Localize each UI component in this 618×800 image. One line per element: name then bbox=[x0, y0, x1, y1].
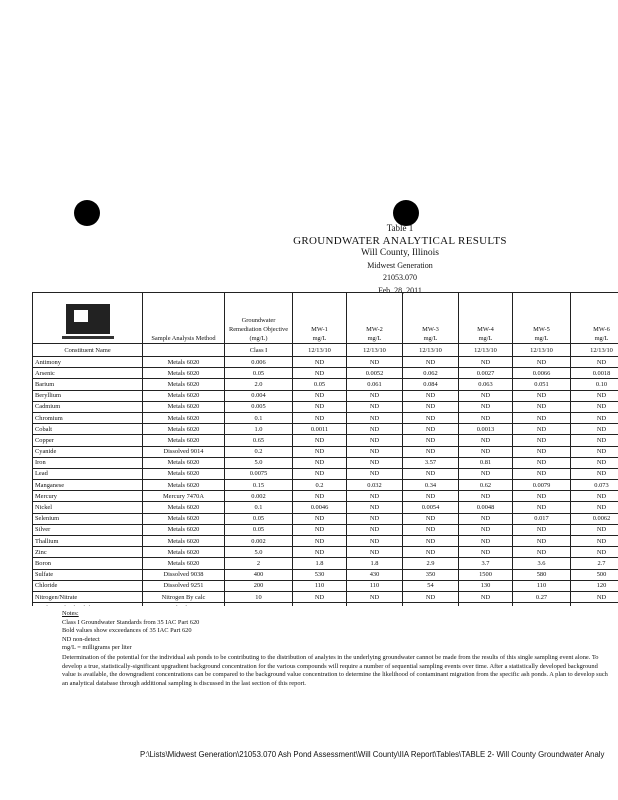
result-value bbox=[459, 603, 513, 606]
sample-date: 12/13/10 bbox=[571, 344, 618, 357]
table-row bbox=[33, 468, 618, 479]
result-value bbox=[513, 603, 571, 606]
note-line: Class I Groundwater Standards from 35 IAC Part 620 bbox=[62, 618, 200, 626]
constituent-name: Thallium bbox=[33, 536, 143, 547]
result-value: ND bbox=[293, 457, 347, 468]
well-header: MW-4 mg/L bbox=[459, 293, 513, 344]
constituent-name: Arsenic bbox=[33, 368, 143, 379]
sample-date: 12/13/10 bbox=[459, 344, 513, 357]
result-value: ND bbox=[571, 536, 618, 547]
report-date: Feb. 28, 2011 bbox=[378, 285, 422, 295]
result-value: ND bbox=[293, 401, 347, 412]
analysis-method: Metals 6020 bbox=[143, 412, 225, 423]
result-value: ND bbox=[347, 424, 403, 435]
analysis-method: Metals 6020 bbox=[143, 424, 225, 435]
constituent-name: Copper bbox=[33, 435, 143, 446]
objective-value: 0.004 bbox=[225, 390, 293, 401]
objective-value: 0.002 bbox=[225, 536, 293, 547]
constituent-name: Barium bbox=[33, 379, 143, 390]
result-value: 0.05 bbox=[293, 379, 347, 390]
result-value: 0.0011 bbox=[293, 424, 347, 435]
result-value: ND bbox=[513, 502, 571, 513]
result-value: ND bbox=[571, 524, 618, 535]
constituent-name: Chloride bbox=[33, 580, 143, 591]
result-value: 110 bbox=[513, 580, 571, 591]
table-row bbox=[33, 457, 618, 468]
result-value: ND bbox=[403, 591, 459, 602]
result-value: ND bbox=[347, 412, 403, 423]
constituent-name: Lead bbox=[33, 468, 143, 479]
result-value: ND bbox=[293, 536, 347, 547]
result-value: ND bbox=[293, 591, 347, 602]
analysis-method: Metals 6020 bbox=[143, 513, 225, 524]
result-value bbox=[347, 603, 403, 606]
result-value: ND bbox=[347, 491, 403, 502]
constituent-name: Manganese bbox=[33, 480, 143, 491]
result-value: 530 bbox=[293, 569, 347, 580]
analysis-method: Metals 6020 bbox=[143, 558, 225, 569]
result-value: ND bbox=[459, 435, 513, 446]
result-value: 2.9 bbox=[403, 558, 459, 569]
objective-value: 5.0 bbox=[225, 457, 293, 468]
objective-value: 2.0 bbox=[225, 379, 293, 390]
result-value: ND bbox=[403, 424, 459, 435]
table-row bbox=[33, 547, 618, 558]
sample-date: 12/13/10 bbox=[403, 344, 459, 357]
result-value: ND bbox=[571, 357, 618, 368]
result-value: ND bbox=[347, 435, 403, 446]
objective-value: 1.0 bbox=[225, 424, 293, 435]
company-logo-cell bbox=[33, 293, 143, 344]
result-value: 0.051 bbox=[513, 379, 571, 390]
result-value: ND bbox=[293, 446, 347, 457]
result-value: ND bbox=[459, 412, 513, 423]
company-logo bbox=[66, 304, 110, 334]
logo-tagline bbox=[62, 336, 114, 339]
objective-value: 0.1 bbox=[225, 412, 293, 423]
result-value: 54 bbox=[403, 580, 459, 591]
objective-class: Class I bbox=[225, 344, 293, 357]
result-value: ND bbox=[403, 390, 459, 401]
result-value: ND bbox=[513, 457, 571, 468]
analysis-method: Metals 6020 bbox=[143, 468, 225, 479]
result-value: ND bbox=[571, 457, 618, 468]
result-value: ND bbox=[293, 524, 347, 535]
result-value: 580 bbox=[513, 569, 571, 580]
analysis-method: Metals 6020 bbox=[143, 480, 225, 491]
table-row bbox=[33, 558, 618, 569]
result-value: 0.0079 bbox=[513, 480, 571, 491]
analysis-method: Metals 6020 bbox=[143, 536, 225, 547]
result-value: 0.81 bbox=[459, 457, 513, 468]
result-value bbox=[293, 603, 347, 606]
result-value: ND bbox=[459, 446, 513, 457]
result-value: ND bbox=[459, 491, 513, 502]
result-value: 0.061 bbox=[347, 379, 403, 390]
objective-header: Groundwater Remediation Objective (mg/L) bbox=[225, 293, 293, 344]
result-value: ND bbox=[293, 513, 347, 524]
result-value: ND bbox=[513, 390, 571, 401]
result-value: 3.6 bbox=[513, 558, 571, 569]
result-value: ND bbox=[347, 536, 403, 547]
result-value: ND bbox=[293, 412, 347, 423]
table-row bbox=[33, 424, 618, 435]
results-table-container bbox=[32, 292, 618, 606]
results-table bbox=[32, 292, 618, 606]
well-header: MW-5 mg/L bbox=[513, 293, 571, 344]
objective-value bbox=[225, 603, 293, 606]
analysis-method bbox=[143, 603, 225, 606]
table-row bbox=[33, 603, 618, 606]
result-value: ND bbox=[347, 547, 403, 558]
objective-value: 0.65 bbox=[225, 435, 293, 446]
result-value: ND bbox=[513, 536, 571, 547]
result-value: 0.0066 bbox=[513, 368, 571, 379]
analysis-method: Metals 6020 bbox=[143, 502, 225, 513]
result-value: ND bbox=[571, 435, 618, 446]
table-row bbox=[33, 513, 618, 524]
analysis-method: Metals 6020 bbox=[143, 390, 225, 401]
result-value: 430 bbox=[347, 569, 403, 580]
notes-heading: Notes: bbox=[62, 610, 79, 617]
result-value: 110 bbox=[293, 580, 347, 591]
analysis-method: Metals 6020 bbox=[143, 435, 225, 446]
result-value: 110 bbox=[347, 580, 403, 591]
objective-value: 0.1 bbox=[225, 502, 293, 513]
well-header: MW-3 mg/L bbox=[403, 293, 459, 344]
table-row bbox=[33, 591, 618, 602]
constituent-name: Silver bbox=[33, 524, 143, 535]
well-header: MW-1 mg/L bbox=[293, 293, 347, 344]
sample-method-header: Sample Analysis Method bbox=[143, 293, 225, 344]
result-value: ND bbox=[347, 457, 403, 468]
result-value: 130 bbox=[459, 580, 513, 591]
constituent-name: Antimony bbox=[33, 357, 143, 368]
result-value: 0.032 bbox=[347, 480, 403, 491]
analysis-method: Dissolved 9014 bbox=[143, 446, 225, 457]
result-value: ND bbox=[571, 401, 618, 412]
result-value: ND bbox=[571, 424, 618, 435]
result-value: ND bbox=[403, 513, 459, 524]
result-value: ND bbox=[513, 491, 571, 502]
well-header: MW-6 mg/L bbox=[571, 293, 618, 344]
objective-value: 400 bbox=[225, 569, 293, 580]
page-title: GROUNDWATER ANALYTICAL RESULTS bbox=[293, 234, 507, 247]
objective-value: 0.15 bbox=[225, 480, 293, 491]
title-block bbox=[280, 222, 520, 297]
table-row bbox=[33, 491, 618, 502]
constituent-name: Sulfate bbox=[33, 569, 143, 580]
note-line: ND non-detect bbox=[62, 635, 100, 643]
result-value: ND bbox=[347, 468, 403, 479]
result-value: 1.8 bbox=[347, 558, 403, 569]
sample-date: 12/13/10 bbox=[347, 344, 403, 357]
objective-value: 0.0075 bbox=[225, 468, 293, 479]
result-value: 0.0013 bbox=[459, 424, 513, 435]
table-row bbox=[33, 446, 618, 457]
result-value: 0.073 bbox=[571, 480, 618, 491]
objective-value: 2 bbox=[225, 558, 293, 569]
result-value: ND bbox=[571, 390, 618, 401]
constituent-name bbox=[33, 603, 143, 606]
result-value: 0.0054 bbox=[403, 502, 459, 513]
result-value: ND bbox=[347, 357, 403, 368]
result-value: ND bbox=[571, 547, 618, 558]
result-value: ND bbox=[513, 401, 571, 412]
constituent-name: Nitrogen/Nitrate bbox=[33, 591, 143, 602]
project-number: 21053.070 bbox=[383, 273, 417, 282]
result-value: ND bbox=[459, 357, 513, 368]
constituent-name: Mercury bbox=[33, 491, 143, 502]
result-value: ND bbox=[513, 547, 571, 558]
table-row bbox=[33, 480, 618, 491]
table-row bbox=[33, 524, 618, 535]
result-value: ND bbox=[459, 513, 513, 524]
result-value: ND bbox=[293, 435, 347, 446]
result-value bbox=[403, 603, 459, 606]
result-value: 0.062 bbox=[403, 368, 459, 379]
result-value: 0.62 bbox=[459, 480, 513, 491]
blank-cell bbox=[143, 344, 225, 357]
result-value: ND bbox=[403, 357, 459, 368]
result-value: ND bbox=[571, 412, 618, 423]
result-value: ND bbox=[513, 446, 571, 457]
result-value bbox=[571, 603, 618, 606]
result-value: ND bbox=[459, 536, 513, 547]
table-row bbox=[33, 536, 618, 547]
table-number: Table 1 bbox=[386, 223, 414, 233]
analysis-method: Mercury 7470A bbox=[143, 491, 225, 502]
objective-value: 5.0 bbox=[225, 547, 293, 558]
county-name: Will County, Illinois bbox=[361, 248, 439, 258]
analysis-method: Nitrogen By calc bbox=[143, 591, 225, 602]
result-value: ND bbox=[347, 401, 403, 412]
objective-value: 0.05 bbox=[225, 368, 293, 379]
table-row bbox=[33, 368, 618, 379]
result-value: ND bbox=[347, 502, 403, 513]
result-value: ND bbox=[571, 491, 618, 502]
objective-value: 0.005 bbox=[225, 401, 293, 412]
analysis-method: Metals 6020 bbox=[143, 524, 225, 535]
objective-value: 0.006 bbox=[225, 357, 293, 368]
result-value: ND bbox=[459, 401, 513, 412]
constituent-name: Chromium bbox=[33, 412, 143, 423]
sample-date: 12/13/10 bbox=[513, 344, 571, 357]
result-value: ND bbox=[403, 468, 459, 479]
result-value: ND bbox=[403, 524, 459, 535]
result-value: 500 bbox=[571, 569, 618, 580]
file-path-footer: P:\Lists\Midwest Generation\21053.070 Ash Pond Assessment\Will County\IIA Report\Tables\TABLE 2- Will County Groundwater Analy bbox=[140, 750, 605, 759]
notes-paragraph: Determination of the potential for the individual ash ponds to be contributing to the distribution of analytes in the underlying groundwater cannot be made from the results of this single sampling event alone. To develop a true, statistically-significant upgradient background concentration for the various compounds will require a number of sequential sampling events over time. After a statistically developed background value is available, the downgradient concentrations can be compared to the background value concentration to determine the likelihood of contaminant migration from the specific ash ponds. A plan to develop such an analytical database through additional sampling is discussed in the last section of this report. bbox=[62, 653, 608, 687]
result-value: 0.0052 bbox=[347, 368, 403, 379]
analysis-method: Dissolved 9038 bbox=[143, 569, 225, 580]
result-value: ND bbox=[403, 435, 459, 446]
constituent-name: Beryllium bbox=[33, 390, 143, 401]
result-value: 0.017 bbox=[513, 513, 571, 524]
sample-date: 12/13/10 bbox=[293, 344, 347, 357]
result-value: ND bbox=[571, 502, 618, 513]
result-value: 120 bbox=[571, 580, 618, 591]
constituent-name: Nickel bbox=[33, 502, 143, 513]
result-value: ND bbox=[513, 435, 571, 446]
result-value: ND bbox=[347, 390, 403, 401]
objective-value: 0.002 bbox=[225, 491, 293, 502]
analysis-method: Metals 6020 bbox=[143, 379, 225, 390]
objective-value: 200 bbox=[225, 580, 293, 591]
objective-value: 0.2 bbox=[225, 446, 293, 457]
table-row bbox=[33, 580, 618, 591]
constituent-name: Cobalt bbox=[33, 424, 143, 435]
result-value: ND bbox=[347, 591, 403, 602]
notes-section bbox=[62, 610, 612, 688]
well-header: MW-2 mg/L bbox=[347, 293, 403, 344]
result-value: 350 bbox=[403, 569, 459, 580]
result-value: ND bbox=[403, 547, 459, 558]
result-value: ND bbox=[293, 357, 347, 368]
table-row bbox=[33, 569, 618, 580]
result-value: ND bbox=[513, 524, 571, 535]
objective-value: 0.05 bbox=[225, 524, 293, 535]
note-line: Bold values show exceedances of 35 IAC Part 620 bbox=[62, 627, 192, 635]
analysis-method: Metals 6020 bbox=[143, 368, 225, 379]
result-value: 0.063 bbox=[459, 379, 513, 390]
result-value: 0.2 bbox=[293, 480, 347, 491]
result-value: ND bbox=[459, 390, 513, 401]
result-value: 0.0046 bbox=[293, 502, 347, 513]
result-value: 2.7 bbox=[571, 558, 618, 569]
analysis-method: Metals 6020 bbox=[143, 547, 225, 558]
objective-value: 0.05 bbox=[225, 513, 293, 524]
results-body bbox=[33, 357, 618, 607]
result-value: ND bbox=[513, 357, 571, 368]
constituent-name: Boron bbox=[33, 558, 143, 569]
result-value: 0.34 bbox=[403, 480, 459, 491]
client-name: Midwest Generation bbox=[367, 260, 433, 270]
result-value: 1.8 bbox=[293, 558, 347, 569]
result-value: ND bbox=[293, 468, 347, 479]
analysis-method: Dissolved 9251 bbox=[143, 580, 225, 591]
result-value: ND bbox=[513, 468, 571, 479]
constituent-label: Constituent Name bbox=[33, 344, 143, 357]
constituent-name: Zinc bbox=[33, 547, 143, 558]
result-value: ND bbox=[403, 401, 459, 412]
table-row bbox=[33, 435, 618, 446]
result-value: ND bbox=[293, 368, 347, 379]
result-value: ND bbox=[403, 412, 459, 423]
result-value: 0.0027 bbox=[459, 368, 513, 379]
analysis-method: Metals 6020 bbox=[143, 357, 225, 368]
constituent-name: Cyanide bbox=[33, 446, 143, 457]
result-value: ND bbox=[571, 591, 618, 602]
result-value: ND bbox=[293, 390, 347, 401]
result-value: ND bbox=[459, 547, 513, 558]
result-value: ND bbox=[571, 468, 618, 479]
result-value: ND bbox=[513, 424, 571, 435]
result-value: 0.27 bbox=[513, 591, 571, 602]
punch-hole-left bbox=[74, 200, 100, 226]
table-row bbox=[33, 401, 618, 412]
result-value: 0.0018 bbox=[571, 368, 618, 379]
result-value: 0.0048 bbox=[459, 502, 513, 513]
constituent-name: Selenium bbox=[33, 513, 143, 524]
analysis-method: Metals 6020 bbox=[143, 457, 225, 468]
table-row bbox=[33, 379, 618, 390]
objective-value: 10 bbox=[225, 591, 293, 602]
table-row bbox=[33, 357, 618, 368]
result-value: ND bbox=[459, 468, 513, 479]
result-value: ND bbox=[347, 524, 403, 535]
result-value: ND bbox=[293, 491, 347, 502]
result-value: ND bbox=[293, 547, 347, 558]
result-value: ND bbox=[403, 536, 459, 547]
result-value: 3.57 bbox=[403, 457, 459, 468]
constituent-name: Cadmium bbox=[33, 401, 143, 412]
result-value: ND bbox=[459, 591, 513, 602]
result-value: 3.7 bbox=[459, 558, 513, 569]
result-value: ND bbox=[403, 491, 459, 502]
result-value: ND bbox=[347, 513, 403, 524]
table-row bbox=[33, 502, 618, 513]
note-line: mg/L = milligrams per liter bbox=[62, 644, 132, 652]
result-value: 1500 bbox=[459, 569, 513, 580]
table-row bbox=[33, 390, 618, 401]
result-value: ND bbox=[571, 446, 618, 457]
result-value: ND bbox=[403, 446, 459, 457]
result-value: 0.0062 bbox=[571, 513, 618, 524]
result-value: ND bbox=[513, 412, 571, 423]
analysis-method: Metals 6020 bbox=[143, 401, 225, 412]
constituent-name: Iron bbox=[33, 457, 143, 468]
result-value: 0.10 bbox=[571, 379, 618, 390]
table-row bbox=[33, 412, 618, 423]
result-value: ND bbox=[347, 446, 403, 457]
result-value: 0.084 bbox=[403, 379, 459, 390]
result-value: ND bbox=[459, 524, 513, 535]
